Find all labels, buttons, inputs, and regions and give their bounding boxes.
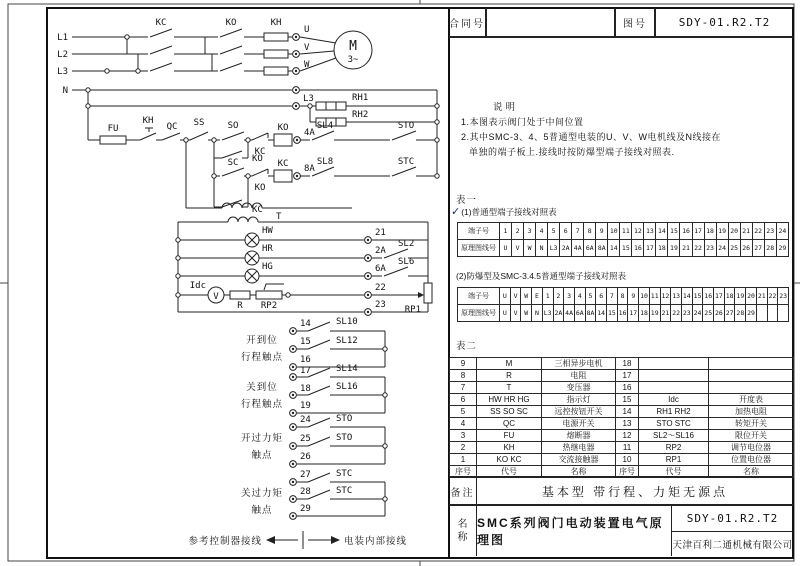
label-w: W <box>304 60 310 70</box>
contract-no-label: 合同号 <box>449 8 487 36</box>
label-25: 25 <box>300 434 311 444</box>
table-cell: 10 <box>639 288 650 305</box>
group3-label-1: 开过力矩 <box>240 433 284 444</box>
table-cell: FU <box>477 430 542 442</box>
table-cell: 三相异步电机 <box>542 358 616 370</box>
table-cell: 4A <box>572 240 584 257</box>
table-cell: SS SO SC <box>477 406 542 418</box>
label-17: 17 <box>300 366 311 376</box>
table-cell: 23 <box>704 240 716 257</box>
name-label <box>449 506 477 556</box>
table-cell: W <box>524 240 536 257</box>
table-cell: 23 <box>764 223 776 240</box>
explosion-terminal-table <box>457 287 789 322</box>
label-sl2: SL2 <box>398 239 415 249</box>
table-cell: Idc <box>639 394 709 406</box>
table-cell <box>767 305 778 322</box>
table-cell: 8A <box>585 305 596 322</box>
name-band <box>449 504 793 556</box>
table-cell: 24 <box>776 223 788 240</box>
table-cell: 7 <box>572 223 584 240</box>
group2-label-2: 行程触点 <box>240 399 284 410</box>
table-cell: 27 <box>752 240 764 257</box>
table-cell: 端子号 <box>458 288 500 305</box>
table-cell: 代号 <box>639 466 709 478</box>
group1-label-1: 开到位 <box>246 335 278 346</box>
table-cell: 9 <box>596 223 608 240</box>
table-cell: 6A <box>574 305 585 322</box>
table-cell: 远控按钮开关 <box>542 406 616 418</box>
table-cell: 28 <box>735 305 746 322</box>
label-ko-hold: KO <box>252 154 263 164</box>
label-18: 18 <box>300 384 311 394</box>
table-cell: 16 <box>680 223 692 240</box>
label-v: V <box>304 43 310 53</box>
table-cell: 15 <box>668 223 680 240</box>
table-cell: 15 <box>616 394 639 406</box>
table-cell: 5 <box>585 288 596 305</box>
table1-sub2: (2)防爆型及SMC-3.4.5普通型端子接线对照表 <box>456 271 627 281</box>
table-cell: 14 <box>616 406 639 418</box>
notes-title: 说明 <box>493 102 519 113</box>
name-label-char-2: 称 <box>457 532 468 543</box>
check-icon: ✓ <box>451 206 461 218</box>
table-cell: 变压器 <box>542 382 616 394</box>
table-cell: 19 <box>735 288 746 305</box>
table-cell: 26 <box>740 240 752 257</box>
table-cell: 8A <box>596 240 608 257</box>
label-ko-bank: KO <box>225 18 237 28</box>
table-cell: 加热电阻 <box>709 406 794 418</box>
table-cell: 原理图线号 <box>458 305 500 322</box>
label-hg: HG <box>262 262 273 272</box>
table-cell: 3 <box>450 430 477 442</box>
label-rp1: RP1 <box>404 305 421 315</box>
motor-phase: 3~ <box>347 55 359 65</box>
label-ko-nc: KO <box>254 183 266 193</box>
table-cell: 29 <box>776 240 788 257</box>
table-cell: U <box>500 288 511 305</box>
table-cell: 16 <box>703 288 714 305</box>
table-cell: 16 <box>616 382 639 394</box>
label-14: 14 <box>300 319 311 329</box>
table-cell: 17 <box>628 305 639 322</box>
group2-label-1: 关到位 <box>246 382 278 393</box>
remark-value: 基本型 带行程、力矩无源点 <box>541 484 729 499</box>
label-kh-bank: KH <box>270 18 282 28</box>
control-terminals <box>294 137 301 180</box>
label-r: R <box>237 301 243 311</box>
table-cell: 17 <box>714 288 725 305</box>
label-n: N <box>62 86 68 96</box>
note-right: 电装内部接线 <box>344 536 408 547</box>
table-cell: 21 <box>660 305 671 322</box>
table-cell: 10 <box>608 223 620 240</box>
table-cell: 13 <box>671 288 682 305</box>
table-cell: 3 <box>524 223 536 240</box>
table-cell: 调节电位器 <box>709 442 794 454</box>
table-cell: M <box>477 358 542 370</box>
table-cell: 19 <box>716 223 728 240</box>
table-cell: 25 <box>703 305 714 322</box>
power-nodes <box>86 35 439 124</box>
table-cell: 18 <box>656 240 668 257</box>
table-cell: 6 <box>560 223 572 240</box>
table-cell: W <box>521 288 532 305</box>
table-cell: 10 <box>616 454 639 466</box>
table-cell: 28 <box>764 240 776 257</box>
table-cell: HW HR HG <box>477 394 542 406</box>
table-cell: 19 <box>649 305 660 322</box>
group4-label-2: 触点 <box>251 505 273 516</box>
table-cell: 8 <box>584 223 596 240</box>
ordinary-terminal-table <box>457 222 789 257</box>
label-fu: FU <box>107 124 119 134</box>
table-cell: 7 <box>450 382 477 394</box>
label-8a: 8A <box>304 164 315 174</box>
note-left: 参考控制器接线 <box>188 536 262 547</box>
table-cell: 11 <box>649 288 660 305</box>
table-cell: KH <box>477 442 542 454</box>
table-cell: 24 <box>716 240 728 257</box>
notes-line-2: 2.其中SMC-3、4、5普通型电装的U、V、W电机线及N线接在 <box>461 132 722 142</box>
label-u: U <box>304 25 310 35</box>
table-cell: 1 <box>500 223 512 240</box>
notes-line-3: 单独的端子板上.接线时按防爆型端子接线对照表. <box>469 147 675 157</box>
label-stc-27: STC <box>336 469 353 479</box>
remark-band <box>449 476 793 504</box>
table-cell: 5 <box>548 223 560 240</box>
table-cell: 1 <box>542 288 553 305</box>
table-cell: 名称 <box>542 466 616 478</box>
table-cell: 8 <box>617 288 628 305</box>
table-cell: 位置电位器 <box>709 454 794 466</box>
label-l1: L1 <box>57 33 68 43</box>
label-qc: QC <box>166 122 178 132</box>
table-cell: 11 <box>616 442 639 454</box>
table-cell: N <box>532 305 543 322</box>
table-cell: 18 <box>616 358 639 370</box>
table-cell: 2 <box>553 288 564 305</box>
table-cell: 17 <box>616 370 639 382</box>
table-cell: 8 <box>450 370 477 382</box>
title-strip <box>449 8 793 38</box>
label-kc-coil: KC <box>277 159 289 169</box>
table-cell: 4A <box>564 305 575 322</box>
label-sl6: SL6 <box>398 257 415 267</box>
drawing-no-value: SDY-01.R2.T2 <box>678 15 771 29</box>
table-cell: 12 <box>632 223 644 240</box>
table-cell: 20 <box>728 223 740 240</box>
table-cell: 12 <box>660 288 671 305</box>
label-l3: L3 <box>57 67 68 77</box>
label-t: T <box>276 212 282 222</box>
table-cell: 3 <box>564 288 575 305</box>
label-ko-coil: KO <box>277 123 289 133</box>
table-cell: L3 <box>542 305 553 322</box>
label-16: 16 <box>300 355 311 365</box>
table-cell: 限位开关 <box>709 430 794 442</box>
table-cell: 24 <box>692 305 703 322</box>
table-cell <box>639 370 709 382</box>
table-cell: QC <box>477 418 542 430</box>
label-ss: SS <box>193 118 205 128</box>
table-cell: 交流接触器 <box>542 454 616 466</box>
power-terminals <box>293 34 300 110</box>
table-cell: 15 <box>692 288 703 305</box>
label-sl10: SL10 <box>336 317 358 327</box>
label-rh1: RH1 <box>352 93 369 103</box>
label-sl8: SL8 <box>316 157 334 167</box>
label-hw: HW <box>262 226 273 236</box>
group4-label-1: 关过力矩 <box>240 488 284 499</box>
table-cell: 22 <box>671 305 682 322</box>
label-15: 15 <box>300 337 311 347</box>
table-cell: 序号 <box>450 466 477 478</box>
table-cell <box>639 358 709 370</box>
label-sl14: SL14 <box>336 364 358 374</box>
table1-label: 表一 <box>456 195 478 206</box>
notes-line-1: 1.本图表示阀门处于中间位置 <box>461 117 584 127</box>
table-cell: 15 <box>607 305 618 322</box>
contract-no-value <box>487 8 616 36</box>
label-23: 23 <box>375 300 386 310</box>
table-cell: 11 <box>620 223 632 240</box>
table-cell: 12 <box>616 430 639 442</box>
table-cell: 14 <box>596 305 607 322</box>
label-kc-nc: KC <box>254 147 266 157</box>
table-cell: 16 <box>632 240 644 257</box>
label-rh2: RH2 <box>352 110 369 120</box>
table1-sub1 <box>451 205 557 218</box>
table-cell: 14 <box>681 288 692 305</box>
table-cell: 18 <box>724 288 735 305</box>
label-19: 19 <box>300 401 311 411</box>
table-cell: 电阻 <box>542 370 616 382</box>
name-label-char-1: 名 <box>457 519 468 530</box>
table-cell: 熔断器 <box>542 430 616 442</box>
table-cell: RP1 <box>639 454 709 466</box>
table-cell: R <box>477 370 542 382</box>
table-cell: 26 <box>714 305 725 322</box>
table-cell: 原理图线号 <box>458 240 500 257</box>
label-6a: 6A <box>375 264 386 274</box>
table-cell: 端子号 <box>458 223 500 240</box>
table-cell: 20 <box>746 288 757 305</box>
table-cell: 2A <box>553 305 564 322</box>
table-cell: 1 <box>450 454 477 466</box>
table-cell: V <box>510 305 521 322</box>
table-cell: 29 <box>746 305 757 322</box>
table-cell <box>778 305 789 322</box>
label-4a: 4A <box>304 128 315 138</box>
table-cell: 电源开关 <box>542 418 616 430</box>
table-cell: 序号 <box>616 466 639 478</box>
group1-label-2: 行程触点 <box>240 352 284 363</box>
company-name: 天津百利二通机械有限公司 <box>672 540 793 551</box>
table-cell: 18 <box>704 223 716 240</box>
table-cell: 25 <box>728 240 740 257</box>
label-26: 26 <box>300 452 311 462</box>
label-l3-term: L3 <box>303 94 314 104</box>
table-cell <box>756 305 767 322</box>
table-cell: 9 <box>628 288 639 305</box>
table-cell: 7 <box>607 288 618 305</box>
label-kc-bank: KC <box>155 18 167 28</box>
footer-drawing-no: SDY-01.R2.T2 <box>672 506 793 532</box>
table-cell: 27 <box>724 305 735 322</box>
label-idc: Idc <box>189 281 206 291</box>
label-l2: L2 <box>57 50 68 60</box>
table-cell <box>709 370 794 382</box>
table-cell: 23 <box>681 305 692 322</box>
component-table <box>449 357 793 474</box>
label-sto-25: STO <box>336 433 353 443</box>
table-cell: 2 <box>450 442 477 454</box>
table-cell: 指示灯 <box>542 394 616 406</box>
table-cell: T <box>477 382 542 394</box>
group3-label-2: 触点 <box>251 450 273 461</box>
table-cell: 21 <box>680 240 692 257</box>
label-sto-24: STO <box>336 414 353 424</box>
label-hr: HR <box>262 244 273 254</box>
table-cell: 17 <box>644 240 656 257</box>
table-cell: 13 <box>644 223 656 240</box>
table-cell <box>639 382 709 394</box>
lamp-symbols <box>245 233 259 283</box>
motor-m: M <box>349 39 357 54</box>
label-sl4: SL4 <box>316 121 334 131</box>
label-21: 21 <box>375 228 386 238</box>
table-cell: 4 <box>574 288 585 305</box>
table-cell: 13 <box>616 418 639 430</box>
table-cell: RH1 RH2 <box>639 406 709 418</box>
table-cell: 6A <box>584 240 596 257</box>
table-cell: 代号 <box>477 466 542 478</box>
table-cell: V <box>512 240 524 257</box>
table-cell: E <box>532 288 543 305</box>
lamp-terminals <box>365 237 372 316</box>
table-cell: 4 <box>536 223 548 240</box>
table-cell: 5 <box>450 406 477 418</box>
label-sl16: SL16 <box>336 382 358 392</box>
drawing-no-label: 图号 <box>616 8 656 36</box>
label-sl12: SL12 <box>336 336 358 346</box>
table-cell: N <box>536 240 548 257</box>
label-so: SO <box>227 121 239 131</box>
label-24: 24 <box>300 415 311 425</box>
table-cell: 21 <box>756 288 767 305</box>
remark-label: 备注 <box>449 478 477 504</box>
table-cell: 17 <box>692 223 704 240</box>
table-cell: 21 <box>740 223 752 240</box>
circuit-labels <box>57 18 421 547</box>
label-rp2: RP2 <box>260 301 278 311</box>
label-29: 29 <box>300 504 311 514</box>
table-cell <box>709 358 794 370</box>
label-27: 27 <box>300 470 311 480</box>
table1-sub1-text: (1)普通型端子接线对照表 <box>461 207 557 217</box>
table-cell: L3 <box>548 240 560 257</box>
boundary-note <box>266 531 340 549</box>
label-28: 28 <box>300 487 311 497</box>
table-cell: 22 <box>767 288 778 305</box>
table-cell: 22 <box>752 223 764 240</box>
table-cell: 9 <box>450 358 477 370</box>
table-cell: 4 <box>450 418 477 430</box>
table-cell: 15 <box>620 240 632 257</box>
table-cell <box>709 382 794 394</box>
footer-right-column <box>672 506 793 556</box>
table-cell: U <box>500 240 512 257</box>
table-cell: V <box>510 288 521 305</box>
table2-label: 表二 <box>456 341 478 352</box>
table-cell: 2A <box>560 240 572 257</box>
table-cell: 开度表 <box>709 394 794 406</box>
drawing-title: SMC系列阀门电动装置电气原理图 <box>477 506 672 556</box>
table-cell: 14 <box>608 240 620 257</box>
label-kh-contact: KH <box>142 116 154 126</box>
table-cell: 6 <box>450 394 477 406</box>
label-stc-main: STC <box>397 157 415 167</box>
table-cell: W <box>521 305 532 322</box>
meter-v: V <box>213 292 219 302</box>
table-cell: RP2 <box>639 442 709 454</box>
table-cell: 22 <box>692 240 704 257</box>
table-cell: 热继电器 <box>542 442 616 454</box>
label-2a: 2A <box>375 246 386 256</box>
label-22: 22 <box>375 283 386 293</box>
table-cell: 19 <box>668 240 680 257</box>
table-cell: 转矩开关 <box>709 418 794 430</box>
table-cell: KO KC <box>477 454 542 466</box>
table-cell: 14 <box>656 223 668 240</box>
table-cell: U <box>500 305 511 322</box>
table-cell: 23 <box>778 288 789 305</box>
table-cell: 2 <box>512 223 524 240</box>
table-cell: 名称 <box>709 466 794 478</box>
label-sc: SC <box>227 158 239 168</box>
label-kc-hold: KC <box>252 205 263 215</box>
table-cell: STO STC <box>639 418 709 430</box>
table-cell: SL2～SL16 <box>639 430 709 442</box>
label-stc-28: STC <box>336 486 353 496</box>
table-cell: 16 <box>617 305 628 322</box>
table-cell: 6 <box>596 288 607 305</box>
label-sto-main: STO <box>397 121 415 131</box>
table-cell: 18 <box>639 305 650 322</box>
